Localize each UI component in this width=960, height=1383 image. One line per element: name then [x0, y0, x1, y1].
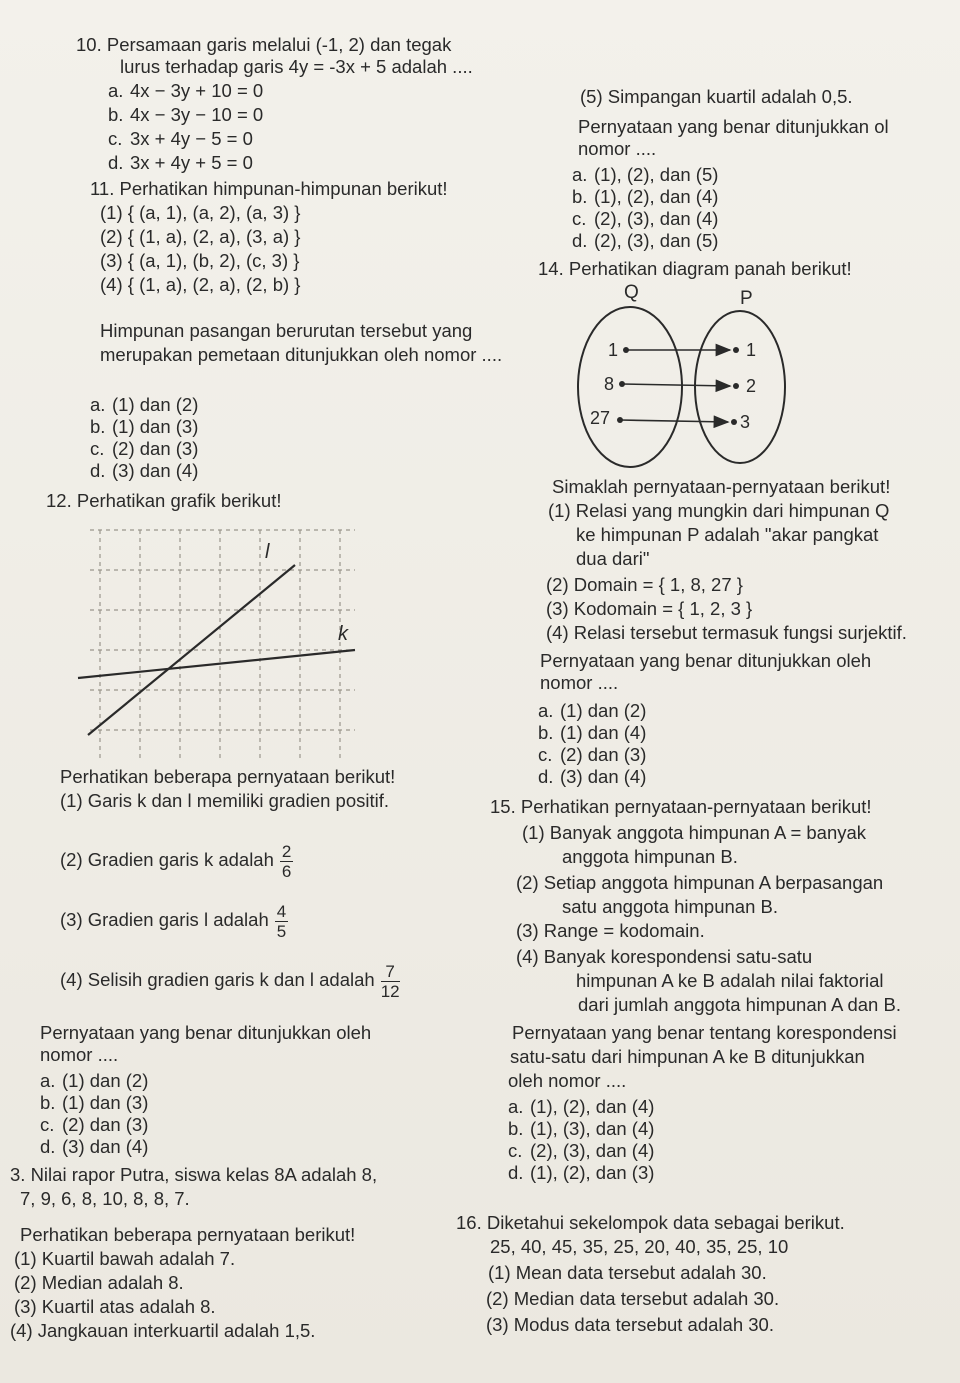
q11-option-3: d. (3) dan (4) — [90, 460, 199, 481]
q15-prompt2: satu-satu dari himpunan A ke B ditunjukkan — [510, 1046, 865, 1067]
q14-title: 14. Perhatikan diagram panah berikut! — [538, 258, 852, 279]
q13-s3: (3) Kuartil atas adalah 8. — [14, 1296, 216, 1317]
q15-s4a: (4) Banyak korespondensi satu-satu — [516, 946, 813, 967]
q12-option-2: c. (2) dan (3) — [40, 1114, 149, 1135]
p-item-2: 2 — [746, 376, 757, 396]
q14-s1b: ke himpunan P adalah "akar pangkat — [576, 524, 879, 545]
q11-sets-item-0: (1) { (a, 1), (a, 2), (a, 3) } — [100, 202, 301, 223]
q-item-8: 8 — [604, 374, 615, 394]
q15-s2a: (2) Setiap anggota himpunan A berpasangan — [516, 872, 884, 893]
p-item-3: 3 — [740, 412, 751, 432]
q12-option-3: d. (3) dan (4) — [40, 1136, 149, 1157]
q15-s4c: dari jumlah anggota himpunan A dan B. — [578, 994, 901, 1015]
q12-option-0: a. (1) dan (2) — [40, 1070, 149, 1091]
q16-line1: 16. Diketahui sekelompok data sebagai berikut. — [456, 1212, 845, 1233]
q16-s3: (3) Modus data tersebut adalah 30. — [486, 1314, 774, 1335]
q-item-1: 1 — [608, 340, 619, 360]
q11-prompt1: Himpunan pasangan berurutan tersebut yang — [100, 320, 473, 341]
q13-prompt1: Pernyataan yang benar ditunjukkan ol — [578, 116, 889, 137]
q15-title: 15. Perhatikan pernyataan-pernyataan berikut! — [490, 796, 872, 817]
q11-sets-item-1: (2) { (1, a), (2, a), (3, a) } — [100, 226, 301, 247]
q-item-27: 27 — [590, 408, 611, 428]
q15-option-2: c. (2), (3), dan (4) — [508, 1140, 655, 1161]
q10-line2: lurus terhadap garis 4y = -3x + 5 adalah .... — [120, 56, 473, 77]
set-q-ellipse — [578, 307, 682, 467]
q14-arrow-diagram — [570, 282, 800, 472]
set-p-label: P — [740, 288, 753, 309]
q10-option-0: a. 4x − 3y + 10 = 0 — [108, 80, 264, 101]
q15-s2b: satu anggota himpunan B. — [562, 896, 778, 917]
q13-s5: (5) Simpangan kuartil adalah 0,5. — [580, 86, 853, 107]
set-q-label: Q — [624, 282, 639, 303]
q14-s1a: (1) Relasi yang mungkin dari himpunan Q — [548, 500, 890, 521]
q11-option-0: a. (1) dan (2) — [90, 394, 199, 415]
q14-option-3: d. (3) dan (4) — [538, 766, 647, 787]
line-k — [78, 650, 355, 678]
q14-s4: (4) Relasi tersebut termasuk fungsi surjektif. — [546, 622, 907, 643]
q11-sets-item-2: (3) { (a, 1), (b, 2), (c, 3) } — [100, 250, 300, 271]
q15-s1a: (1) Banyak anggota himpunan A = banyak — [522, 822, 867, 843]
q13-line2: 7, 9, 6, 8, 10, 8, 8, 7. — [20, 1188, 190, 1209]
q14-option-0: a. (1) dan (2) — [538, 700, 647, 721]
line-l — [88, 565, 295, 735]
q15-s1b: anggota himpunan B. — [562, 846, 738, 867]
q15-option-0: a. (1), (2), dan (4) — [508, 1096, 655, 1117]
q11-title: 11. Perhatikan himpunan-himpunan berikut! — [90, 178, 448, 199]
q14-s1c: dua dari" — [576, 548, 650, 569]
q11-prompt2: merupakan pemetaan ditunjukkan oleh nomor .... — [100, 344, 503, 365]
q11-option-1: b. (1) dan (3) — [90, 416, 199, 437]
q16-line2: 25, 40, 45, 35, 25, 20, 40, 35, 25, 10 — [490, 1236, 789, 1257]
set-p-ellipse — [695, 311, 785, 463]
q13-intro: Perhatikan beberapa pernyataan berikut! — [20, 1224, 356, 1245]
q15-s3: (3) Range = kodomain. — [516, 920, 705, 941]
q15-option-3: d. (1), (2), dan (3) — [508, 1162, 655, 1183]
q10-option-3: d. 3x + 4y + 5 = 0 — [108, 152, 253, 173]
q14-prompt1: Pernyataan yang benar ditunjukkan oleh — [540, 650, 872, 671]
q12-prompt2: nomor .... — [40, 1044, 119, 1065]
q12-s1: (1) Garis k dan l memiliki gradien positif. — [60, 790, 389, 811]
q13-s4: (4) Jangkauan interkuartil adalah 1,5. — [10, 1320, 316, 1341]
q12-graph — [60, 510, 370, 770]
q11-sets-item-3: (4) { (1, a), (2, a), (2, b) } — [100, 274, 301, 295]
q13-s2: (2) Median adalah 8. — [14, 1272, 184, 1293]
label-k: k — [338, 623, 348, 645]
q16-s1: (1) Mean data tersebut adalah 30. — [488, 1262, 767, 1283]
label-l: l — [265, 541, 270, 563]
q12-s4: (4) Selisih gradien garis k dan l adalah $\frac{7}{12}$ — [60, 961, 400, 1001]
q15-s4b: himpunan A ke B adalah nilai faktorial — [576, 970, 884, 991]
q13c-option-3: d. (2), (3), dan (5) — [572, 230, 719, 251]
q13c-option-0: a. (1), (2), dan (5) — [572, 164, 719, 185]
q12-title: 12. Perhatikan grafik berikut! — [46, 490, 282, 511]
q14-s3: (3) Kodomain = { 1, 2, 3 } — [546, 598, 753, 619]
q12-s2: (2) Gradien garis k adalah $\frac{2}{6}$ — [60, 841, 292, 881]
q10-line1: 10. Persamaan garis melalui (-1, 2) dan tegak — [76, 34, 452, 55]
q15-prompt3: oleh nomor .... — [508, 1070, 627, 1091]
q15-prompt1: Pernyataan yang benar tentang korespondensi — [512, 1022, 897, 1043]
q14-option-1: b. (1) dan (4) — [538, 722, 647, 743]
q13-prompt2: nomor .... — [578, 138, 657, 159]
q12-option-1: b. (1) dan (3) — [40, 1092, 149, 1113]
q14-prompt2: nomor .... — [540, 672, 619, 693]
q10-option-1: b. 4x − 3y − 10 = 0 — [108, 104, 264, 125]
q15-option-1: b. (1), (3), dan (4) — [508, 1118, 655, 1139]
q14-intro: Simaklah pernyataan-pernyataan berikut! — [552, 476, 891, 497]
q12-s3: (3) Gradien garis l adalah $\frac{4}{5}$ — [60, 901, 287, 941]
q13-s1: (1) Kuartil bawah adalah 7. — [14, 1248, 236, 1269]
p-item-1: 1 — [746, 340, 757, 360]
q13c-option-1: b. (1), (2), dan (4) — [572, 186, 719, 207]
q12-prompt1: Pernyataan yang benar ditunjukkan oleh — [40, 1022, 372, 1043]
q11-option-2: c. (2) dan (3) — [90, 438, 199, 459]
q14-option-2: c. (2) dan (3) — [538, 744, 647, 765]
q14-s2: (2) Domain = { 1, 8, 27 } — [546, 574, 743, 595]
q12-intro: Perhatikan beberapa pernyataan berikut! — [60, 766, 396, 787]
q13c-option-2: c. (2), (3), dan (4) — [572, 208, 719, 229]
q16-s2: (2) Median data tersebut adalah 30. — [486, 1288, 780, 1309]
q10-option-2: c. 3x + 4y − 5 = 0 — [108, 128, 253, 149]
q13-line1: 3. Nilai rapor Putra, siswa kelas 8A adalah 8, — [10, 1164, 378, 1185]
